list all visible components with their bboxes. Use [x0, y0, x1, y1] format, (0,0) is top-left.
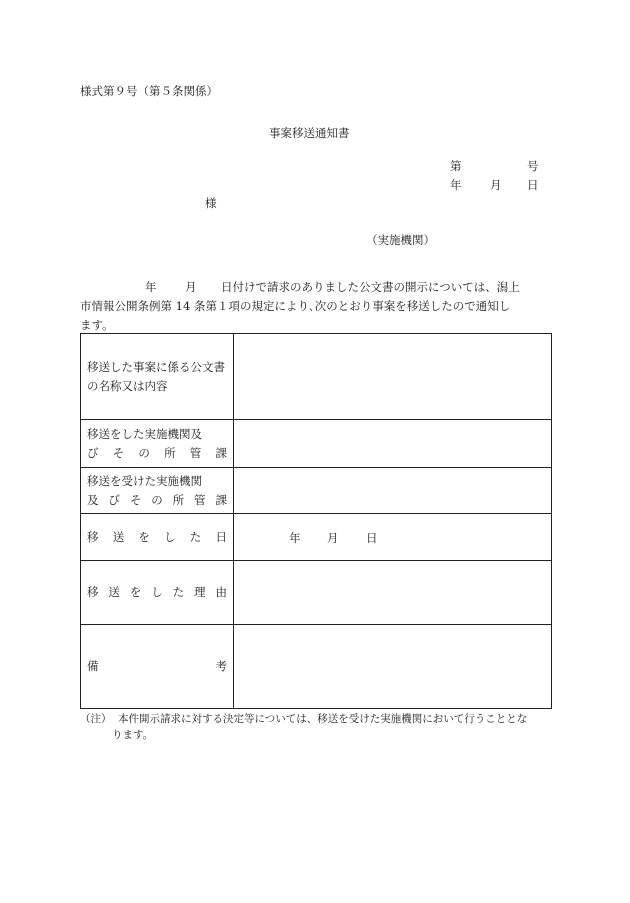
label-transferring-agency-line2 [87, 444, 227, 463]
char: 管 [189, 445, 202, 460]
label-receiving-agency-line2 [87, 491, 227, 510]
body-line2: 市情報公開条例第 14 条第１項の規定により､次のとおり事案を移送したので通知し [80, 299, 511, 313]
char: 備 [87, 659, 99, 673]
label-transfer-date [81, 514, 234, 561]
value-transfer-reason [234, 561, 552, 625]
note-line1: 本件開示請求に対する決定等については、移送を受けた実施機関において行うこととな [118, 713, 528, 725]
label-receiving-agency-line1: 移送を受けた実施機関 [87, 473, 202, 488]
label-remarks-chars [87, 657, 227, 676]
addressee-suffix: 様 [205, 196, 217, 210]
char: 移 [87, 585, 99, 599]
label-document-name-text: 移送した事案に係る公文書の名称又は内容 [87, 359, 225, 393]
row-document-name [81, 334, 552, 420]
ref-year: 年 [450, 178, 462, 192]
ref-go: 号 [527, 159, 539, 173]
body-line1: 日付けで請求のありました公文書の開示については、潟上 [221, 280, 520, 294]
char: 及 [87, 492, 99, 507]
label-receiving-agency [81, 468, 234, 514]
label-transfer-reason-chars [87, 583, 227, 602]
label-remarks [81, 625, 234, 709]
char: 課 [215, 492, 227, 507]
char: た [172, 585, 185, 599]
char: び [108, 492, 120, 507]
label-transferring-agency [81, 420, 234, 468]
char: を [129, 585, 142, 599]
char: そ [129, 492, 142, 507]
date-month: 月 [327, 531, 339, 545]
agency-label: （実施機関） [366, 233, 435, 247]
row-transferring-agency [81, 420, 552, 468]
char: の [151, 492, 163, 507]
transfer-form-table [80, 333, 552, 709]
char: の [138, 445, 150, 460]
label-transfer-date-chars [87, 528, 227, 547]
row-remarks [81, 625, 552, 709]
char: を [138, 529, 150, 544]
char: び [87, 445, 99, 460]
char: 送 [112, 529, 125, 544]
row-transfer-date [81, 514, 552, 561]
ref-day: 日 [527, 178, 539, 192]
value-remarks [234, 625, 552, 709]
char: し [164, 529, 176, 544]
row-receiving-agency [81, 468, 552, 514]
char: 所 [172, 492, 185, 507]
label-document-name [81, 334, 234, 420]
document-title: 事案移送通知書 [269, 126, 350, 140]
label-transfer-reason [81, 561, 234, 625]
ref-month: 月 [490, 178, 502, 192]
note-mark: （注） [80, 713, 112, 725]
char: た [189, 529, 202, 544]
char: 送 [108, 585, 120, 599]
form-number: 様式第９号（第５条関係） [80, 84, 218, 98]
date-year: 年 [289, 531, 301, 545]
note-line2: ります。 [112, 729, 154, 741]
label-transferring-agency-line1: 移送をした実施機関及 [87, 426, 202, 441]
value-transferring-agency [234, 420, 552, 468]
char: 課 [215, 445, 227, 460]
value-receiving-agency [234, 468, 552, 514]
char: 日 [215, 529, 227, 544]
row-transfer-reason [81, 561, 552, 625]
char: 由 [215, 585, 227, 599]
char: 理 [194, 585, 206, 599]
char: そ [112, 445, 125, 460]
body-line3: ます。 [80, 318, 114, 332]
date-day: 日 [366, 531, 378, 545]
char: 管 [194, 492, 206, 507]
body-month: 月 [185, 280, 197, 294]
value-document-name [234, 334, 552, 420]
char: し [151, 585, 163, 599]
ref-dai: 第 [450, 159, 462, 173]
char: 考 [215, 659, 227, 673]
char: 所 [164, 445, 176, 460]
body-year: 年 [145, 280, 157, 294]
value-transfer-date [234, 514, 552, 561]
char: 移 [87, 529, 99, 544]
